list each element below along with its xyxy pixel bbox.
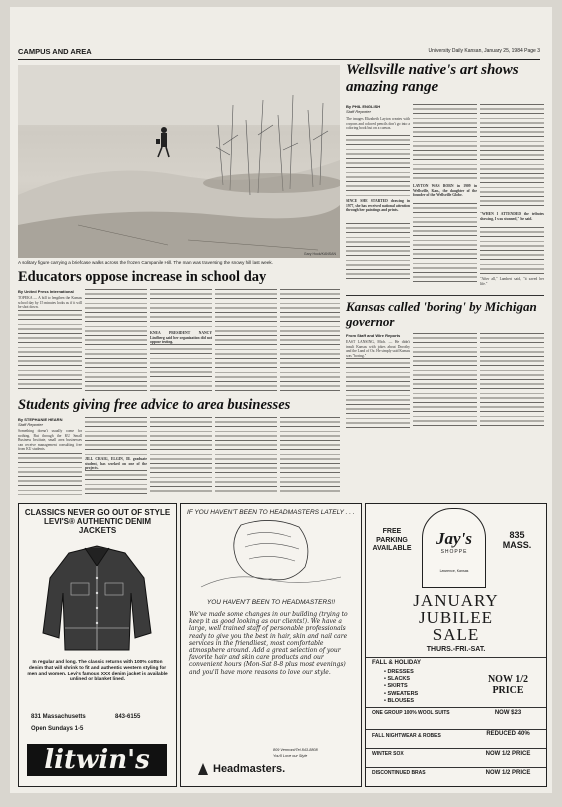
photo-credit: Gary Hook/KANSAN [303, 252, 336, 256]
jays-logo [422, 508, 486, 588]
sale-title [366, 592, 546, 643]
bras-price: NOW 1/2 PRICE [485, 770, 531, 776]
free-parking-line2: PARKING [376, 536, 408, 544]
jays-logo-name: Jay's [436, 529, 472, 548]
wellsville-col2-text-2 [413, 203, 477, 283]
fall-items [384, 669, 418, 705]
students-col5-text [280, 417, 340, 495]
item-sweaters: • SWEATERS [384, 690, 419, 697]
litwins-blurb: In regular and long. The classic returns with 100% cotton denim that will shrink to fit and authentic western styling for men and women. Levi's famous XXX denim jacket is available unlined or blanket lined. [27, 660, 168, 683]
dateline: University Daily Kansan, January 25, 1984 Page 3 [428, 48, 540, 54]
walking-figure [156, 127, 169, 157]
item-dresses: • DRESSES [384, 669, 414, 675]
wellsville-subhead1: SINCE SHE STARTED drawing in 1977, she has received national attention through her paintings and prints. [346, 199, 410, 213]
free-parking-line1: FREE [382, 528, 402, 535]
page-header [18, 47, 540, 60]
free-parking [370, 528, 414, 554]
photo-caption: A solitary figure carrying a briefcase walks across the frozen Campanile Hill. The man was traversing the snowy hill last week. [18, 260, 273, 265]
wellsville-col3-text-2 [480, 227, 544, 275]
students-headline: Students giving free advice to area businesses [18, 397, 291, 413]
free-parking-line3: AVAILABLE [372, 545, 412, 552]
kansas-boring-col3-text [480, 333, 544, 428]
kansas-boring-headline: Kansas called 'boring' by Michigan governor [346, 299, 537, 329]
campanile-photo [18, 65, 340, 258]
item-skirts: • SKIRTS [384, 683, 408, 690]
winter-sox-price: NOW 1/2 PRICE [485, 751, 531, 757]
students-col3-text [150, 417, 212, 495]
students-col2-text [85, 417, 147, 455]
newspaper-page [10, 7, 552, 793]
divider [366, 707, 546, 708]
headmasters-top: IF YOU HAVEN'T BEEN TO HEADMASTERS LATELY . . . [187, 509, 355, 516]
wellsville-col1-text [346, 135, 410, 197]
hair-salon-illustration [181, 517, 361, 599]
headmasters-body: We've made some changes in our building (trying to keep it as good looking as our clients!). We have a large, well trained staff of personable professionals ready to give you the best in hair, skin and nail care services in the friendliest, most comfortable atmosphere around. Add a great selection of your favorite hair and skin care products and our convenient hours (Mon-Sat 8-8 plus most evenings) and you'll have more reasons to love our style. [189, 611, 348, 676]
kansas-boring-col1-text [346, 358, 410, 428]
headmasters-logo: Headmasters. [213, 763, 286, 775]
litwins-hours: Open Sundays 1-5 [31, 726, 84, 732]
sale-title-2: JUBILEE [418, 608, 494, 627]
denim-jacket-illustration [19, 538, 176, 658]
item-slacks: • SLACKS [384, 676, 411, 683]
section-title: CAMPUS AND AREA [18, 47, 92, 56]
educators-col5-text [280, 289, 340, 393]
winter-sox-label: WINTER SOX [372, 751, 404, 757]
students-col2-text-2 [85, 470, 147, 495]
wool-suits-label: ONE GROUP 100% WOOL SUITS [372, 710, 450, 716]
educators-col3-text-2 [150, 344, 212, 393]
educators-byline: By United Press International [18, 289, 74, 294]
wellsville-col3-text [480, 104, 544, 210]
jays-logo-city: Lawrence, Kansas [439, 569, 469, 573]
wellsville-byline: By PHIL ENGLISH [346, 104, 381, 109]
divider [366, 767, 546, 768]
sale-title-3: SALE [432, 625, 480, 644]
litwins-ad [18, 503, 177, 787]
divider [366, 657, 546, 658]
headmasters-emblem-icon [197, 762, 209, 776]
wellsville-subhead3: "WHEN I ATTENDED the tributes showing, I was stunned," he said. [480, 212, 544, 221]
wellsville-p1: The images Elizabeth Layton creates with crayons and colored pencils don't go into a coloring book but on a canvas. [346, 117, 410, 131]
jays-logo-sub: SHOPPE [440, 549, 468, 555]
educators-subhead: KNEA PRESIDENT NANCY Lindberg said her organization did not oppose testing. [150, 331, 212, 345]
headmasters-ad [180, 503, 362, 787]
nightwear-price: REDUCED 40% [486, 731, 530, 737]
students-byline: By STEPHANIE HEARN [18, 417, 63, 422]
bras-label: DISCONTINUED BRAS [372, 770, 426, 776]
students-p1: Something doesn't usually come for nothing. But through the KU Small Business Institute, small area businesses can receive management consulting free from KU students. [18, 429, 82, 452]
wellsville-subhead2: LAYTON WAS BORN in 1909 in Wellsville, Kan., the daughter of the founder of the Wellsville Globe. [413, 184, 477, 198]
fall-heading: FALL & HOLIDAY [372, 660, 422, 666]
snow-hill-photo [18, 65, 340, 258]
educators-col4-text [215, 289, 277, 393]
wellsville-article [346, 62, 544, 96]
headmasters-address: 809 Vermont/Tel 843-8808 [273, 748, 318, 752]
headmasters-middle: YOU HAVEN'T BEEN TO HEADMASTERS!! [206, 599, 336, 606]
educators-col2-text [85, 289, 147, 393]
nightwear-label: FALL NIGHTWEAR & ROBES [372, 733, 441, 739]
students-col4-text [215, 417, 277, 495]
litwins-phone: 843-6155 [115, 714, 141, 720]
wellsville-col2-text [413, 104, 477, 182]
divider [366, 748, 546, 749]
educators-col3-text [150, 289, 212, 329]
litwins-headline1: CLASSICS NEVER GO OUT OF STYLE [24, 508, 171, 517]
jays-address-number: 835 [509, 530, 525, 540]
sale-title-1: JANUARY [413, 591, 499, 610]
divider [366, 729, 546, 730]
kansas-boring-byline: From Staff and Wire Reports [346, 333, 401, 338]
kansas-boring-p1: EAST LANSING, Mich. — He didn't insult Kansas with jokes about Dorothy and the Land of Oz. He simply said Kansas was "boring." [346, 340, 411, 358]
students-subhead: JILL CRAIG, ELGIN, Ill. graduate student, has worked on one of the projects. [85, 457, 147, 471]
fall-price: NOW 1/2 PRICE [487, 674, 529, 696]
jays-ad [365, 503, 547, 787]
wool-suits-price: NOW $23 [494, 710, 522, 716]
item-blouses: • BLOUSES [384, 697, 415, 704]
educators-col1-text [18, 310, 82, 393]
kansas-rule [346, 295, 544, 296]
wellsville-headline: Wellsville native's art shows amazing range [346, 62, 519, 95]
litwins-logo: litwin's [27, 744, 167, 776]
headmasters-sign: You'll Love our Style [273, 754, 308, 758]
wellsville-col1-text-2 [346, 223, 410, 283]
jays-address [492, 530, 542, 550]
students-byline-role: Staff Reporter [18, 422, 43, 427]
educators-headline: Educators oppose increase in school day [18, 269, 267, 285]
litwins-address: 831 Massachusetts [31, 714, 86, 720]
students-col1-text [18, 453, 82, 495]
sale-days: THURS.-FRI.-SAT. [426, 646, 486, 653]
litwins-headline2: LEVI'S® AUTHENTIC DENIM JACKETS [43, 517, 152, 535]
kansas-boring-col2-text [413, 333, 477, 428]
educators-p1: TOPEKA — A bill to lengthen the Kansas school day by 15 minutes looks as if it will be shot down. [18, 296, 82, 310]
jays-address-street: MASS. [502, 540, 532, 550]
wellsville-byline-role: Staff Reporter [346, 109, 371, 114]
wellsville-end: "After all," Lambert said, "it saved her life." [480, 277, 544, 286]
